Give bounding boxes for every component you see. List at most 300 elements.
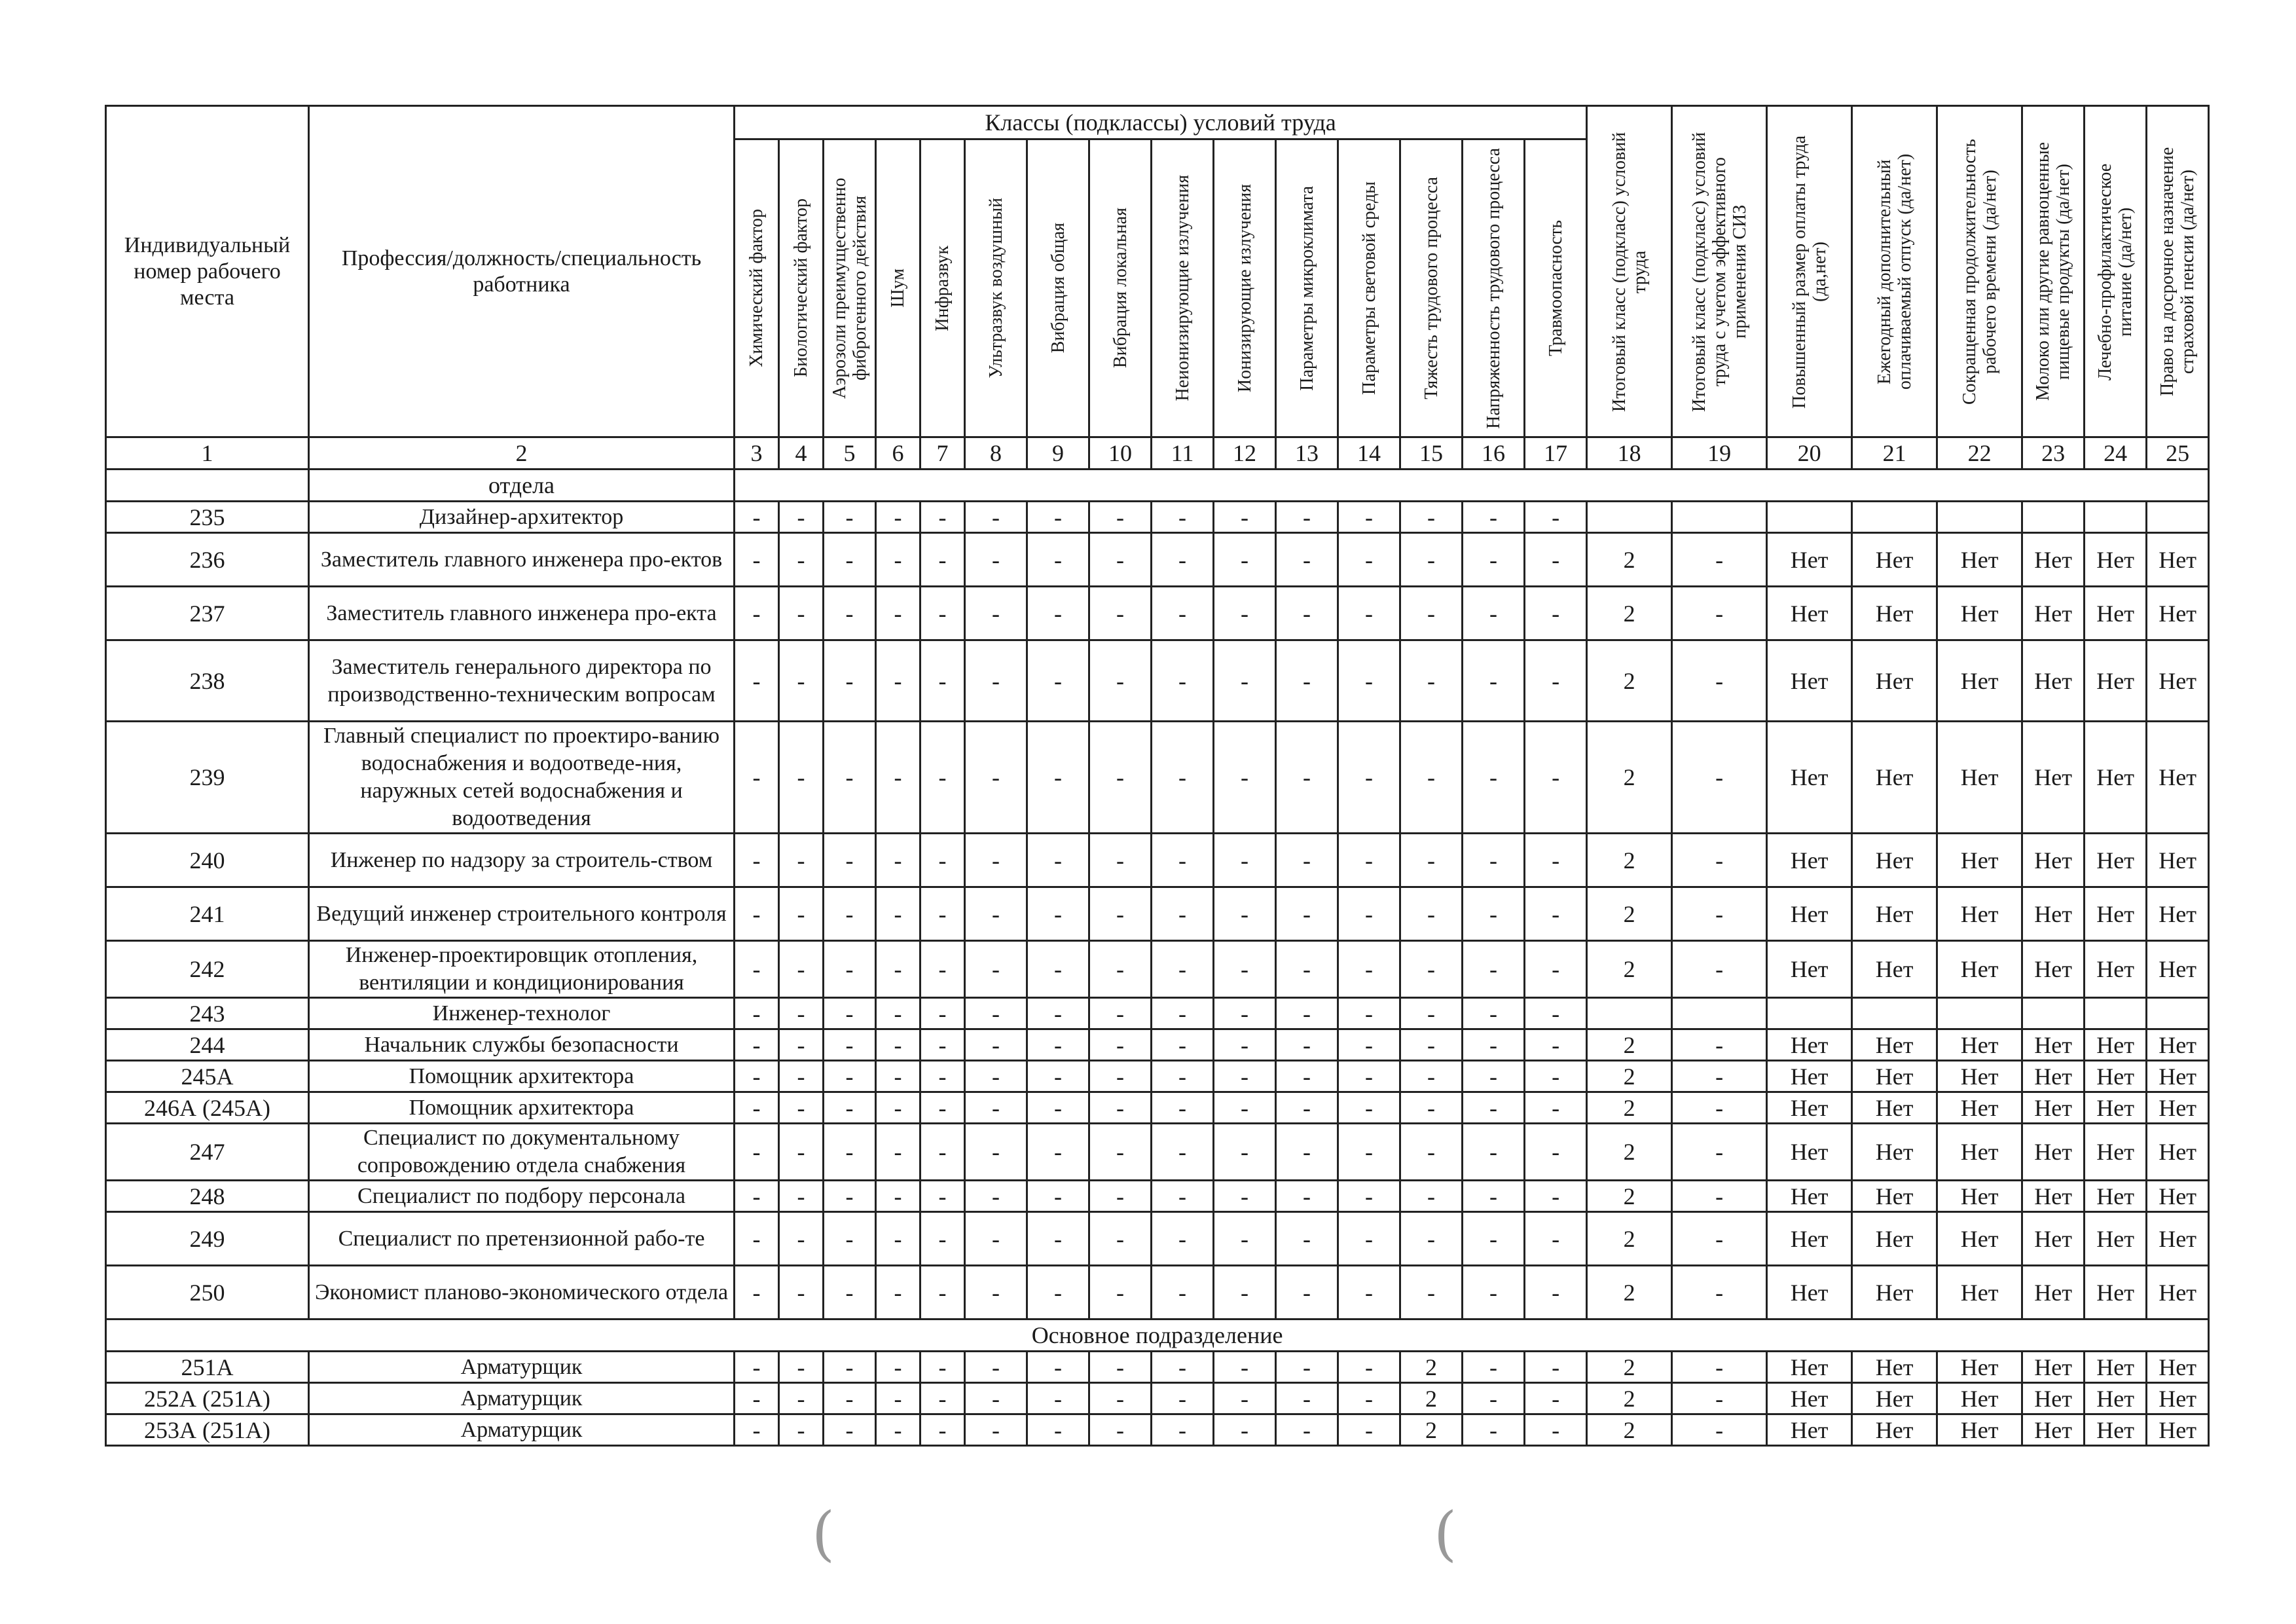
factor-value: - [1338, 1383, 1400, 1414]
early-pension: Нет [2147, 640, 2209, 722]
factor-value: - [779, 1181, 824, 1212]
therapeutic-food: Нет [2085, 722, 2147, 834]
factor-value: - [1463, 722, 1525, 834]
factor-value: - [1214, 887, 1276, 941]
factor-value: - [1525, 1061, 1587, 1092]
factor-header: Травмоопасность [1525, 139, 1587, 437]
factor-value: - [920, 834, 965, 887]
factor-value: - [1276, 1212, 1338, 1266]
table-row [106, 1181, 2209, 1212]
factor-value: - [735, 1414, 779, 1446]
factor-value: - [920, 587, 965, 640]
final-class-siz: - [1672, 1212, 1767, 1266]
milk: Нет [2022, 722, 2085, 834]
factor-value: - [1214, 502, 1276, 533]
factor-value: - [779, 1414, 824, 1446]
milk: Нет [2022, 1029, 2085, 1061]
factor-header: Ионизирующие излучения [1214, 139, 1276, 437]
factor-header: Тяжесть трудового процесса [1400, 139, 1463, 437]
factor-value: - [1027, 887, 1089, 941]
increased-pay: Нет [1767, 1383, 1852, 1414]
factor-value: - [965, 640, 1027, 722]
workplace-id: 248 [106, 1181, 309, 1212]
final-class [1587, 998, 1672, 1029]
reduced-hours: Нет [1937, 1212, 2022, 1266]
factor-value: - [1338, 722, 1400, 834]
table-row [106, 1124, 2209, 1181]
extra-leave: Нет [1852, 1414, 1937, 1446]
factor-value: - [735, 1212, 779, 1266]
final-class-siz: - [1672, 1352, 1767, 1383]
heaviness-value: - [1400, 998, 1463, 1029]
factor-value: - [1338, 587, 1400, 640]
early-pension: Нет [2147, 1212, 2209, 1266]
workplace-id: 249 [106, 1212, 309, 1266]
factor-value: - [1089, 834, 1152, 887]
increased-pay: Нет [1767, 587, 1852, 640]
factor-value: - [1027, 533, 1089, 587]
factor-value: - [824, 1061, 876, 1092]
factor-value: - [1089, 1352, 1152, 1383]
early-pension: Нет [2147, 1124, 2209, 1181]
factor-value: - [1276, 1092, 1338, 1124]
working-conditions-table [105, 105, 2210, 1447]
heaviness-value: - [1400, 1061, 1463, 1092]
factor-value: - [779, 722, 824, 834]
factor-value: - [1152, 1266, 1214, 1320]
factor-value: - [1214, 834, 1276, 887]
workplace-id: 247 [106, 1124, 309, 1181]
factor-value: - [1463, 1181, 1525, 1212]
increased-pay: Нет [1767, 533, 1852, 587]
heaviness-value: - [1400, 1212, 1463, 1266]
column-number: 14 [1338, 437, 1400, 470]
factor-header: Вибрация общая [1027, 139, 1089, 437]
column-numbers-row [106, 437, 2209, 470]
factor-value: - [920, 1029, 965, 1061]
final-class-siz: - [1672, 1181, 1767, 1212]
factor-value: - [1276, 587, 1338, 640]
final-class-siz: - [1672, 1383, 1767, 1414]
final-class [1587, 502, 1672, 533]
extra-leave: Нет [1852, 887, 1937, 941]
heaviness-value: - [1400, 1124, 1463, 1181]
heaviness-value: - [1400, 502, 1463, 533]
reduced-hours: Нет [1937, 1124, 2022, 1181]
factor-header: Химический фактор [735, 139, 779, 437]
factor-value: - [735, 1181, 779, 1212]
table-row [106, 998, 2209, 1029]
early-pension: Нет [2147, 1092, 2209, 1124]
factor-value: - [1152, 640, 1214, 722]
reduced-hours: Нет [1937, 941, 2022, 998]
factor-value: - [1525, 1181, 1587, 1212]
factor-value: - [1089, 1414, 1152, 1446]
column-number: 12 [1214, 437, 1276, 470]
factor-value: - [1463, 1092, 1525, 1124]
result-header-21: Ежегодный дополнительный оплачиваемый отпуск (да/нет) [1852, 106, 1937, 437]
factor-value: - [1027, 1181, 1089, 1212]
increased-pay: Нет [1767, 1266, 1852, 1320]
heaviness-value: - [1400, 941, 1463, 998]
result-header-19: Итоговый класс (подкласс) условий труда с учетом эффективного применения СИЗ [1672, 106, 1767, 437]
therapeutic-food: Нет [2085, 887, 2147, 941]
factor-value: - [876, 1092, 920, 1124]
extra-leave: Нет [1852, 1383, 1937, 1414]
heaviness-value: - [1400, 887, 1463, 941]
therapeutic-food: Нет [2085, 1092, 2147, 1124]
factor-value: - [1463, 1124, 1525, 1181]
factor-value: - [1463, 533, 1525, 587]
column-number: 5 [824, 437, 876, 470]
factor-value: - [824, 640, 876, 722]
reduced-hours: Нет [1937, 834, 2022, 887]
reduced-hours: Нет [1937, 587, 2022, 640]
factor-value: - [1463, 502, 1525, 533]
factor-value: - [965, 998, 1027, 1029]
factor-value: - [735, 887, 779, 941]
final-class-siz: - [1672, 1414, 1767, 1446]
increased-pay [1767, 502, 1852, 533]
factor-value: - [1525, 722, 1587, 834]
column-number: 13 [1276, 437, 1338, 470]
pencil-mark: ( [812, 1500, 835, 1568]
factor-value: - [965, 1212, 1027, 1266]
heaviness-value: 2 [1400, 1383, 1463, 1414]
factor-header: Вибрация локальная [1089, 139, 1152, 437]
extra-leave: Нет [1852, 834, 1937, 887]
heaviness-value: - [1400, 1092, 1463, 1124]
factor-value: - [735, 533, 779, 587]
factor-value: - [1027, 587, 1089, 640]
factor-header: Инфразвук [920, 139, 965, 437]
factor-value: - [1027, 722, 1089, 834]
factor-value: - [1152, 1352, 1214, 1383]
profession-name: Арматурщик [309, 1414, 735, 1446]
factor-header: Напряженность трудового процесса [1463, 139, 1525, 437]
factor-value: - [965, 1029, 1027, 1061]
column-number: 25 [2147, 437, 2209, 470]
factor-value: - [779, 998, 824, 1029]
therapeutic-food: Нет [2085, 1029, 2147, 1061]
table-row [106, 834, 2209, 887]
factor-value: - [1525, 640, 1587, 722]
factor-value: - [920, 1383, 965, 1414]
therapeutic-food: Нет [2085, 640, 2147, 722]
factor-value: - [779, 1266, 824, 1320]
factor-value: - [735, 1352, 779, 1383]
factor-value: - [1089, 1061, 1152, 1092]
factor-value: - [1525, 587, 1587, 640]
section-row [106, 1320, 2209, 1352]
increased-pay: Нет [1767, 834, 1852, 887]
profession-name: Арматурщик [309, 1383, 735, 1414]
factor-value: - [1089, 887, 1152, 941]
factor-value: - [920, 1352, 965, 1383]
factor-value: - [1089, 1181, 1152, 1212]
factor-value: - [1089, 1092, 1152, 1124]
factor-value: - [779, 834, 824, 887]
factor-value: - [1276, 640, 1338, 722]
factor-value: - [1463, 587, 1525, 640]
result-header-22: Сокращенная продолжительность рабочего времени (да/нет) [1937, 106, 2022, 437]
factor-value: - [876, 1212, 920, 1266]
workplace-id: 246А (245А) [106, 1092, 309, 1124]
factor-value: - [1463, 1414, 1525, 1446]
milk: Нет [2022, 887, 2085, 941]
factor-value: - [920, 887, 965, 941]
final-class: 2 [1587, 1266, 1672, 1320]
milk: Нет [2022, 1352, 2085, 1383]
factor-value: - [735, 502, 779, 533]
final-class: 2 [1587, 640, 1672, 722]
factor-value: - [1276, 834, 1338, 887]
factor-value: - [1214, 1212, 1276, 1266]
early-pension [2147, 998, 2209, 1029]
factor-value: - [920, 640, 965, 722]
extra-leave: Нет [1852, 1061, 1937, 1092]
table-row [106, 941, 2209, 998]
factor-value: - [965, 533, 1027, 587]
factor-value: - [1338, 1266, 1400, 1320]
final-class: 2 [1587, 941, 1672, 998]
increased-pay: Нет [1767, 1092, 1852, 1124]
therapeutic-food: Нет [2085, 1061, 2147, 1092]
final-class-siz: - [1672, 1124, 1767, 1181]
workplace-id: 237 [106, 587, 309, 640]
workplace-id: 252А (251А) [106, 1383, 309, 1414]
factor-value: - [1338, 533, 1400, 587]
early-pension: Нет [2147, 887, 2209, 941]
factor-value: - [735, 1061, 779, 1092]
factor-value: - [920, 502, 965, 533]
extra-leave: Нет [1852, 1352, 1937, 1383]
factor-value: - [1027, 1061, 1089, 1092]
factor-header: Биологический фактор [779, 139, 824, 437]
factor-value: - [1276, 1383, 1338, 1414]
factor-value: - [1152, 502, 1214, 533]
factor-value: - [1525, 1124, 1587, 1181]
column-number: 22 [1937, 437, 2022, 470]
therapeutic-food: Нет [2085, 1124, 2147, 1181]
early-pension: Нет [2147, 1414, 2209, 1446]
factor-value: - [824, 533, 876, 587]
factor-value: - [1089, 1212, 1152, 1266]
factor-value: - [824, 1352, 876, 1383]
factor-value: - [1214, 587, 1276, 640]
table-row [106, 1352, 2209, 1383]
profession-name: Инженер-технолог [309, 998, 735, 1029]
milk: Нет [2022, 1124, 2085, 1181]
factor-value: - [735, 834, 779, 887]
heaviness-value: - [1400, 834, 1463, 887]
column-number: 15 [1400, 437, 1463, 470]
factor-value: - [1463, 1212, 1525, 1266]
factor-value: - [1152, 1383, 1214, 1414]
section-row [106, 470, 2209, 502]
profession-name: Ведущий инженер строительного контроля [309, 887, 735, 941]
milk: Нет [2022, 533, 2085, 587]
factor-value: - [1276, 722, 1338, 834]
factor-value: - [965, 587, 1027, 640]
factor-value: - [1276, 1266, 1338, 1320]
factor-value: - [1089, 998, 1152, 1029]
column-number: 6 [876, 437, 920, 470]
extra-leave: Нет [1852, 533, 1937, 587]
profession-name: Заместитель генерального директора по производственно-техническим вопросам [309, 640, 735, 722]
final-class: 2 [1587, 1061, 1672, 1092]
final-class-siz: - [1672, 587, 1767, 640]
factor-value: - [1463, 1352, 1525, 1383]
increased-pay: Нет [1767, 640, 1852, 722]
factor-value: - [876, 887, 920, 941]
factor-value: - [920, 1414, 965, 1446]
column-number: 17 [1525, 437, 1587, 470]
profession-column-header: Профессия/должность/специальность работника [309, 106, 735, 437]
factor-value: - [876, 941, 920, 998]
factor-value: - [1089, 640, 1152, 722]
factor-value: - [824, 1124, 876, 1181]
factor-value: - [965, 1266, 1027, 1320]
therapeutic-food: Нет [2085, 587, 2147, 640]
heaviness-value: - [1400, 722, 1463, 834]
factor-value: - [1525, 1414, 1587, 1446]
reduced-hours: Нет [1937, 1414, 2022, 1446]
final-class-siz: - [1672, 533, 1767, 587]
factor-value: - [876, 1266, 920, 1320]
final-class-siz: - [1672, 1061, 1767, 1092]
column-number: 23 [2022, 437, 2085, 470]
increased-pay: Нет [1767, 1181, 1852, 1212]
workplace-id: 236 [106, 533, 309, 587]
factor-value: - [779, 1029, 824, 1061]
factor-value: - [1152, 887, 1214, 941]
factor-value: - [876, 1029, 920, 1061]
factor-value: - [1089, 502, 1152, 533]
reduced-hours [1937, 502, 2022, 533]
factor-value: - [1338, 640, 1400, 722]
result-header-24: Лечебно-профилактическое питание (да/нет) [2085, 106, 2147, 437]
factor-value: - [1276, 502, 1338, 533]
factor-value: - [1276, 998, 1338, 1029]
factor-value: - [779, 1092, 824, 1124]
final-class: 2 [1587, 1414, 1672, 1446]
milk: Нет [2022, 834, 2085, 887]
factor-value: - [1027, 1124, 1089, 1181]
factor-value: - [920, 998, 965, 1029]
factor-value: - [1214, 941, 1276, 998]
milk: Нет [2022, 587, 2085, 640]
factor-value: - [1152, 998, 1214, 1029]
factor-value: - [1214, 1029, 1276, 1061]
factor-value: - [1338, 1124, 1400, 1181]
increased-pay: Нет [1767, 887, 1852, 941]
therapeutic-food: Нет [2085, 533, 2147, 587]
column-number: 21 [1852, 437, 1937, 470]
reduced-hours: Нет [1937, 1181, 2022, 1212]
factor-value: - [965, 1414, 1027, 1446]
factor-value: - [735, 1092, 779, 1124]
factor-value: - [965, 1124, 1027, 1181]
factor-value: - [1338, 1352, 1400, 1383]
pencil-mark: ( [1434, 1500, 1457, 1568]
early-pension: Нет [2147, 533, 2209, 587]
reduced-hours: Нет [1937, 640, 2022, 722]
factor-value: - [1214, 1266, 1276, 1320]
factor-value: - [1027, 1266, 1089, 1320]
factor-value: - [965, 887, 1027, 941]
milk [2022, 502, 2085, 533]
therapeutic-food: Нет [2085, 1352, 2147, 1383]
factor-value: - [779, 533, 824, 587]
heaviness-value: - [1400, 587, 1463, 640]
early-pension: Нет [2147, 722, 2209, 834]
factor-value: - [735, 1029, 779, 1061]
factor-value: - [1152, 1092, 1214, 1124]
factor-value: - [779, 941, 824, 998]
profession-name: Дизайнер-архитектор [309, 502, 735, 533]
factor-value: - [824, 1383, 876, 1414]
result-header-23: Молоко или другие равноценные пищевые продукты (да/нет) [2022, 106, 2085, 437]
table-row [106, 640, 2209, 722]
factor-value: - [1463, 1061, 1525, 1092]
therapeutic-food: Нет [2085, 1181, 2147, 1212]
factor-value: - [965, 941, 1027, 998]
factor-value: - [1338, 887, 1400, 941]
factor-value: - [1338, 1061, 1400, 1092]
table-row [106, 1414, 2209, 1446]
extra-leave: Нет [1852, 941, 1937, 998]
table-row [106, 722, 2209, 834]
workplace-id: 240 [106, 834, 309, 887]
column-number: 2 [309, 437, 735, 470]
profession-name: Помощник архитектора [309, 1061, 735, 1092]
increased-pay: Нет [1767, 722, 1852, 834]
dept-tail-label: отдела [309, 470, 735, 502]
factor-value: - [1463, 640, 1525, 722]
workplace-id: 245А [106, 1061, 309, 1092]
final-class-siz: - [1672, 1266, 1767, 1320]
final-class-siz: - [1672, 834, 1767, 887]
factor-header: Неионизирующие излучения [1152, 139, 1214, 437]
factor-value: - [1338, 1414, 1400, 1446]
factor-value: - [1276, 1124, 1338, 1181]
factor-value: - [1089, 1029, 1152, 1061]
factor-value: - [1152, 1124, 1214, 1181]
heaviness-value: - [1400, 640, 1463, 722]
factor-value: - [1276, 887, 1338, 941]
milk: Нет [2022, 1181, 2085, 1212]
factor-value: - [876, 533, 920, 587]
factor-value: - [965, 1092, 1027, 1124]
factor-value: - [824, 502, 876, 533]
factor-value: - [1463, 1266, 1525, 1320]
profession-name: Инженер по надзору за строитель-ством [309, 834, 735, 887]
final-class-siz [1672, 998, 1767, 1029]
column-number: 20 [1767, 437, 1852, 470]
factor-value: - [1214, 1352, 1276, 1383]
factor-value: - [965, 1181, 1027, 1212]
factor-value: - [965, 834, 1027, 887]
factor-value: - [1027, 640, 1089, 722]
factor-header: Ультразвук воздушный [965, 139, 1027, 437]
factor-value: - [1276, 1029, 1338, 1061]
column-number: 8 [965, 437, 1027, 470]
factor-value: - [1525, 998, 1587, 1029]
factor-header: Параметры микроклимата [1276, 139, 1338, 437]
factor-value: - [876, 1383, 920, 1414]
factor-value: - [735, 1124, 779, 1181]
